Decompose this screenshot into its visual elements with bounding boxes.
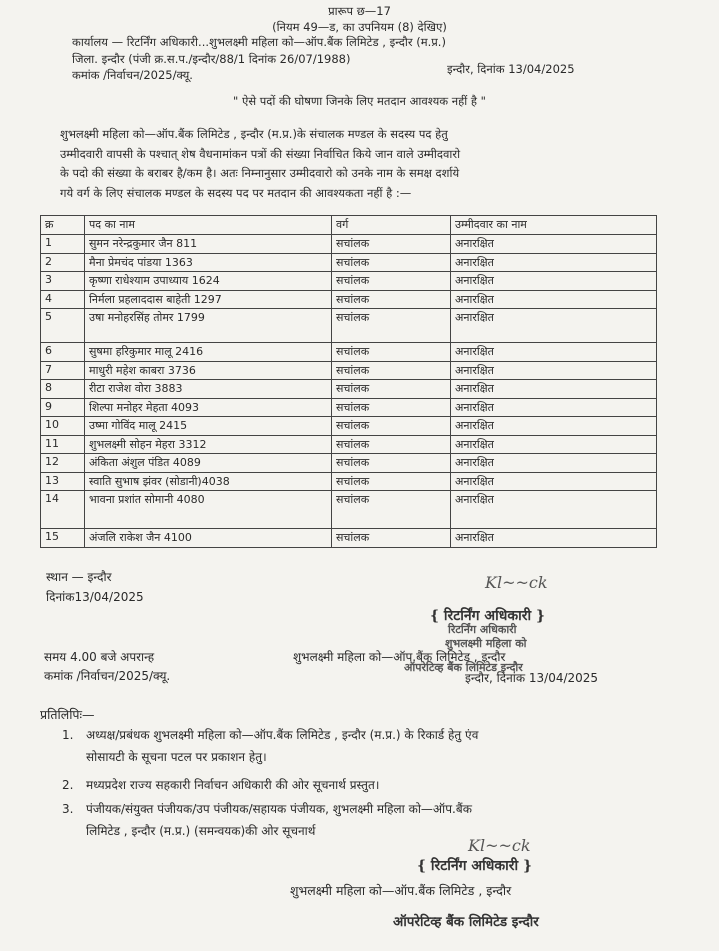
cell-reservation: अनारक्षित <box>451 454 657 473</box>
cell-category: सचांलक <box>332 417 451 436</box>
cell-serial: 8 <box>41 380 85 399</box>
cell-serial: 3 <box>41 272 85 291</box>
reference-number-2: कमांक /निर्वाचन/2025/क्यू. <box>44 669 171 683</box>
rule-reference: (नियम 49—ड, का उपनियम (8) देखिए) <box>272 20 447 34</box>
table-row <box>41 309 657 343</box>
table-row <box>41 436 657 454</box>
table-row <box>41 417 657 436</box>
table-row <box>41 343 657 362</box>
cell-serial: 1 <box>41 235 85 254</box>
cell-candidate-name: माधुरी महेश काबरा 3736 <box>85 362 332 380</box>
cell-reservation: अनारक्षित <box>451 291 657 309</box>
cell-candidate-name: स्वाति सुभाष झंवर (सोडानी)4038 <box>85 473 332 491</box>
cell-category: सचांलक <box>332 291 451 309</box>
cell-category: सचांलक <box>332 399 451 417</box>
header-serial: क्र <box>41 216 85 235</box>
stamp-title-bottom: { रिटर्निंग अधिकारी } <box>417 858 532 874</box>
table-header-row <box>41 216 657 235</box>
copy-item-number: 1. <box>62 728 74 742</box>
copy-item-text-cont: लिमिटेड , इन्दौर (म.प्र.) (समन्वयक)की ओर सूचनार्थ <box>86 824 316 838</box>
cell-serial: 14 <box>41 491 85 529</box>
cell-candidate-name: अंजलि राकेश जैन 4100 <box>85 529 332 548</box>
cell-category: सचांलक <box>332 272 451 291</box>
copy-item-text: पंजीयक/संयुक्त पंजीयक/उप पंजीयक/सहायक पंजीयक, शुभलक्ष्मी महिला को—ऑप.बैंक <box>86 802 472 816</box>
copy-item <box>62 774 662 796</box>
cell-reservation: अनारक्षित <box>451 436 657 454</box>
cell-reservation: अनारक्षित <box>451 491 657 529</box>
cell-serial: 9 <box>41 399 85 417</box>
copy-item-number: 3. <box>62 802 74 816</box>
candidate-table <box>40 215 657 548</box>
table-row <box>41 235 657 254</box>
form-number: प्रारूप छ—17 <box>328 4 391 18</box>
cell-category: सचांलक <box>332 529 451 548</box>
table-row <box>41 362 657 380</box>
cell-serial: 4 <box>41 291 85 309</box>
cell-category: सचांलक <box>332 362 451 380</box>
copy-item <box>62 798 662 842</box>
cell-serial: 6 <box>41 343 85 362</box>
signature-bottom: Kl~~ck <box>468 836 531 855</box>
cell-serial: 2 <box>41 254 85 272</box>
cell-reservation: अनारक्षित <box>451 399 657 417</box>
cell-category: सचांलक <box>332 491 451 529</box>
cell-candidate-name: रीटा राजेश वोरा 3883 <box>85 380 332 399</box>
cell-reservation: अनारक्षित <box>451 309 657 343</box>
cell-candidate-name: निर्मला प्रहलाददास बाहेती 1297 <box>85 291 332 309</box>
intro-paragraph <box>60 125 660 203</box>
cell-candidate-name: शुभलक्ष्मी सोहन मेहरा 3312 <box>85 436 332 454</box>
copy-item <box>62 724 662 768</box>
cell-candidate-name: सुषमा हरिकुमार मालू 2416 <box>85 343 332 362</box>
stamp-line-operative: ऑपरेटिव्ह बैंक लिमिटेड इन्दौर <box>404 661 523 674</box>
cell-reservation: अनारक्षित <box>451 417 657 436</box>
cell-candidate-name: कृष्णा राधेश्याम उपाध्याय 1624 <box>85 272 332 291</box>
cell-serial: 5 <box>41 309 85 343</box>
intro-line: के पदो की संख्या के बराबर है/कम है। अतः निम्नानुसार उम्मीदवारो को उनके नाम के समक्ष दर्शाये <box>60 166 460 180</box>
cell-serial: 11 <box>41 436 85 454</box>
cell-candidate-name: भावना प्रशांत सोमानी 4080 <box>85 491 332 529</box>
table-row <box>41 491 657 529</box>
cell-category: सचांलक <box>332 254 451 272</box>
cell-category: सचांलक <box>332 235 451 254</box>
table-row <box>41 272 657 291</box>
cell-serial: 12 <box>41 454 85 473</box>
cell-candidate-name: शिल्पा मनोहर मेहता 4093 <box>85 399 332 417</box>
cell-reservation: अनारक्षित <box>451 529 657 548</box>
cell-serial: 13 <box>41 473 85 491</box>
notice-title: " ऐसे पदों की घोषणा जिनके लिए मतदान आवश्यक नहीं है " <box>233 94 486 108</box>
cell-candidate-name: मैना प्रेमचंद पांडया 1363 <box>85 254 332 272</box>
table-row <box>41 454 657 473</box>
cell-category: सचांलक <box>332 436 451 454</box>
table-row <box>41 529 657 548</box>
header-post-name: पद का नाम <box>85 216 332 235</box>
cell-candidate-name: अंकिता अंशुल पंडित 4089 <box>85 454 332 473</box>
cell-candidate-name: उष्मा गोविंद मालू 2415 <box>85 417 332 436</box>
table-row <box>41 473 657 491</box>
cell-serial: 15 <box>41 529 85 548</box>
reference-number: कमांक /निर्वाचन/2025/क्यू. <box>72 68 193 82</box>
header-candidate: उम्मीदवार का नाम <box>451 216 657 235</box>
registration-line: जिला. इन्दौर (पंजी क्र.स.प./इन्दौर/88/1 दिनांक 26/07/1988) <box>72 52 351 66</box>
footer-date: दिनांक13/04/2025 <box>46 590 144 604</box>
copy-item-number: 2. <box>62 778 74 792</box>
header-category: वर्ग <box>332 216 451 235</box>
cell-reservation: अनारक्षित <box>451 343 657 362</box>
signature-top: Kl~~ck <box>485 573 548 592</box>
cell-category: सचांलक <box>332 380 451 399</box>
copy-item-text: मध्यप्रदेश राज्य सहकारी निर्वाचन अधिकारी की ओर सूचनार्थ प्रस्तुत। <box>86 778 380 792</box>
cell-reservation: अनारक्षित <box>451 254 657 272</box>
bank-line-2: शुभलक्ष्मी महिला को—ऑप.बैंक लिमिटेड , इन्दौर <box>293 650 506 664</box>
cell-category: सचांलक <box>332 454 451 473</box>
table-row <box>41 291 657 309</box>
table-row <box>41 399 657 417</box>
stamp-title-top: { रिटर्निंग अधिकारी } <box>430 608 545 624</box>
copy-item-text: अध्यक्ष/प्रबंधक शुभलक्ष्मी महिला को—ऑप.बैंक लिमिटेड , इन्दौर (म.प्र.) के रिकार्ड हेतु एंव <box>86 728 479 742</box>
cell-reservation: अनारक्षित <box>451 272 657 291</box>
time-line: समय 4.00 बजे अपरान्ह <box>44 650 155 664</box>
cell-serial: 7 <box>41 362 85 380</box>
cell-reservation: अनारक्षित <box>451 362 657 380</box>
cell-serial: 10 <box>41 417 85 436</box>
table-row <box>41 380 657 399</box>
intro-line: उम्मीदवारी वापसी के पश्चात् शेष वैधनामांकन पत्रों की संख्या निर्वाचित किये जान वाले उम्मीदवारो <box>60 146 461 161</box>
stamp-line-officer: रिटर्निंग अधिकारी <box>448 623 517 636</box>
copy-heading: प्रतिलिपिः— <box>40 707 95 722</box>
intro-line: शुभलक्ष्मी महिला को—ऑप.बैंक लिमिटेड , इन्दौर (म.प्र.)के संचालक मण्डल के सदस्य पद हेतु <box>60 127 448 141</box>
cell-candidate-name: उषा मनोहरसिंह तोमर 1799 <box>85 309 332 343</box>
cell-reservation: अनारक्षित <box>451 380 657 399</box>
cell-category: सचांलक <box>332 343 451 362</box>
cell-reservation: अनारक्षित <box>451 473 657 491</box>
stamp-bank-bottom: ऑपरेटिव्ह बैंक लिमिटेड इन्दौर <box>393 914 539 930</box>
cell-candidate-name: सुमन नरेन्द्रकुमार जैन 811 <box>85 235 332 254</box>
copy-item-text-cont: सोसायटी के सूचना पटल पर प्रकाशन हेतु। <box>86 750 267 764</box>
stamp-line-bank: शुभलक्ष्मी महिला को <box>445 637 527 650</box>
bottom-bank-line: शुभलक्ष्मी महिला को—ऑप.बैंक लिमिटेड , इन्दौर <box>290 883 512 898</box>
footer-place: स्थान — इन्दौर <box>46 570 112 584</box>
date-line-2: इन्दौर, दिनांक 13/04/2025 <box>465 671 599 685</box>
cell-category: सचांलक <box>332 473 451 491</box>
place-date: इन्दौर, दिनांक 13/04/2025 <box>447 62 575 76</box>
table-row <box>41 254 657 272</box>
cell-category: सचांलक <box>332 309 451 343</box>
office-line: कार्यालय — रिटर्निंग अधिकारी...शुभलक्ष्मी महिला को—ऑप.बैंक लिमिटेड , इन्दौर (म.प्र.) <box>72 35 446 49</box>
intro-line: गये वर्ग के लिए संचालक मण्डल के सदस्य पद पर मतदान की आवश्यकता नहीं है :— <box>60 185 412 200</box>
cell-reservation: अनारक्षित <box>451 235 657 254</box>
